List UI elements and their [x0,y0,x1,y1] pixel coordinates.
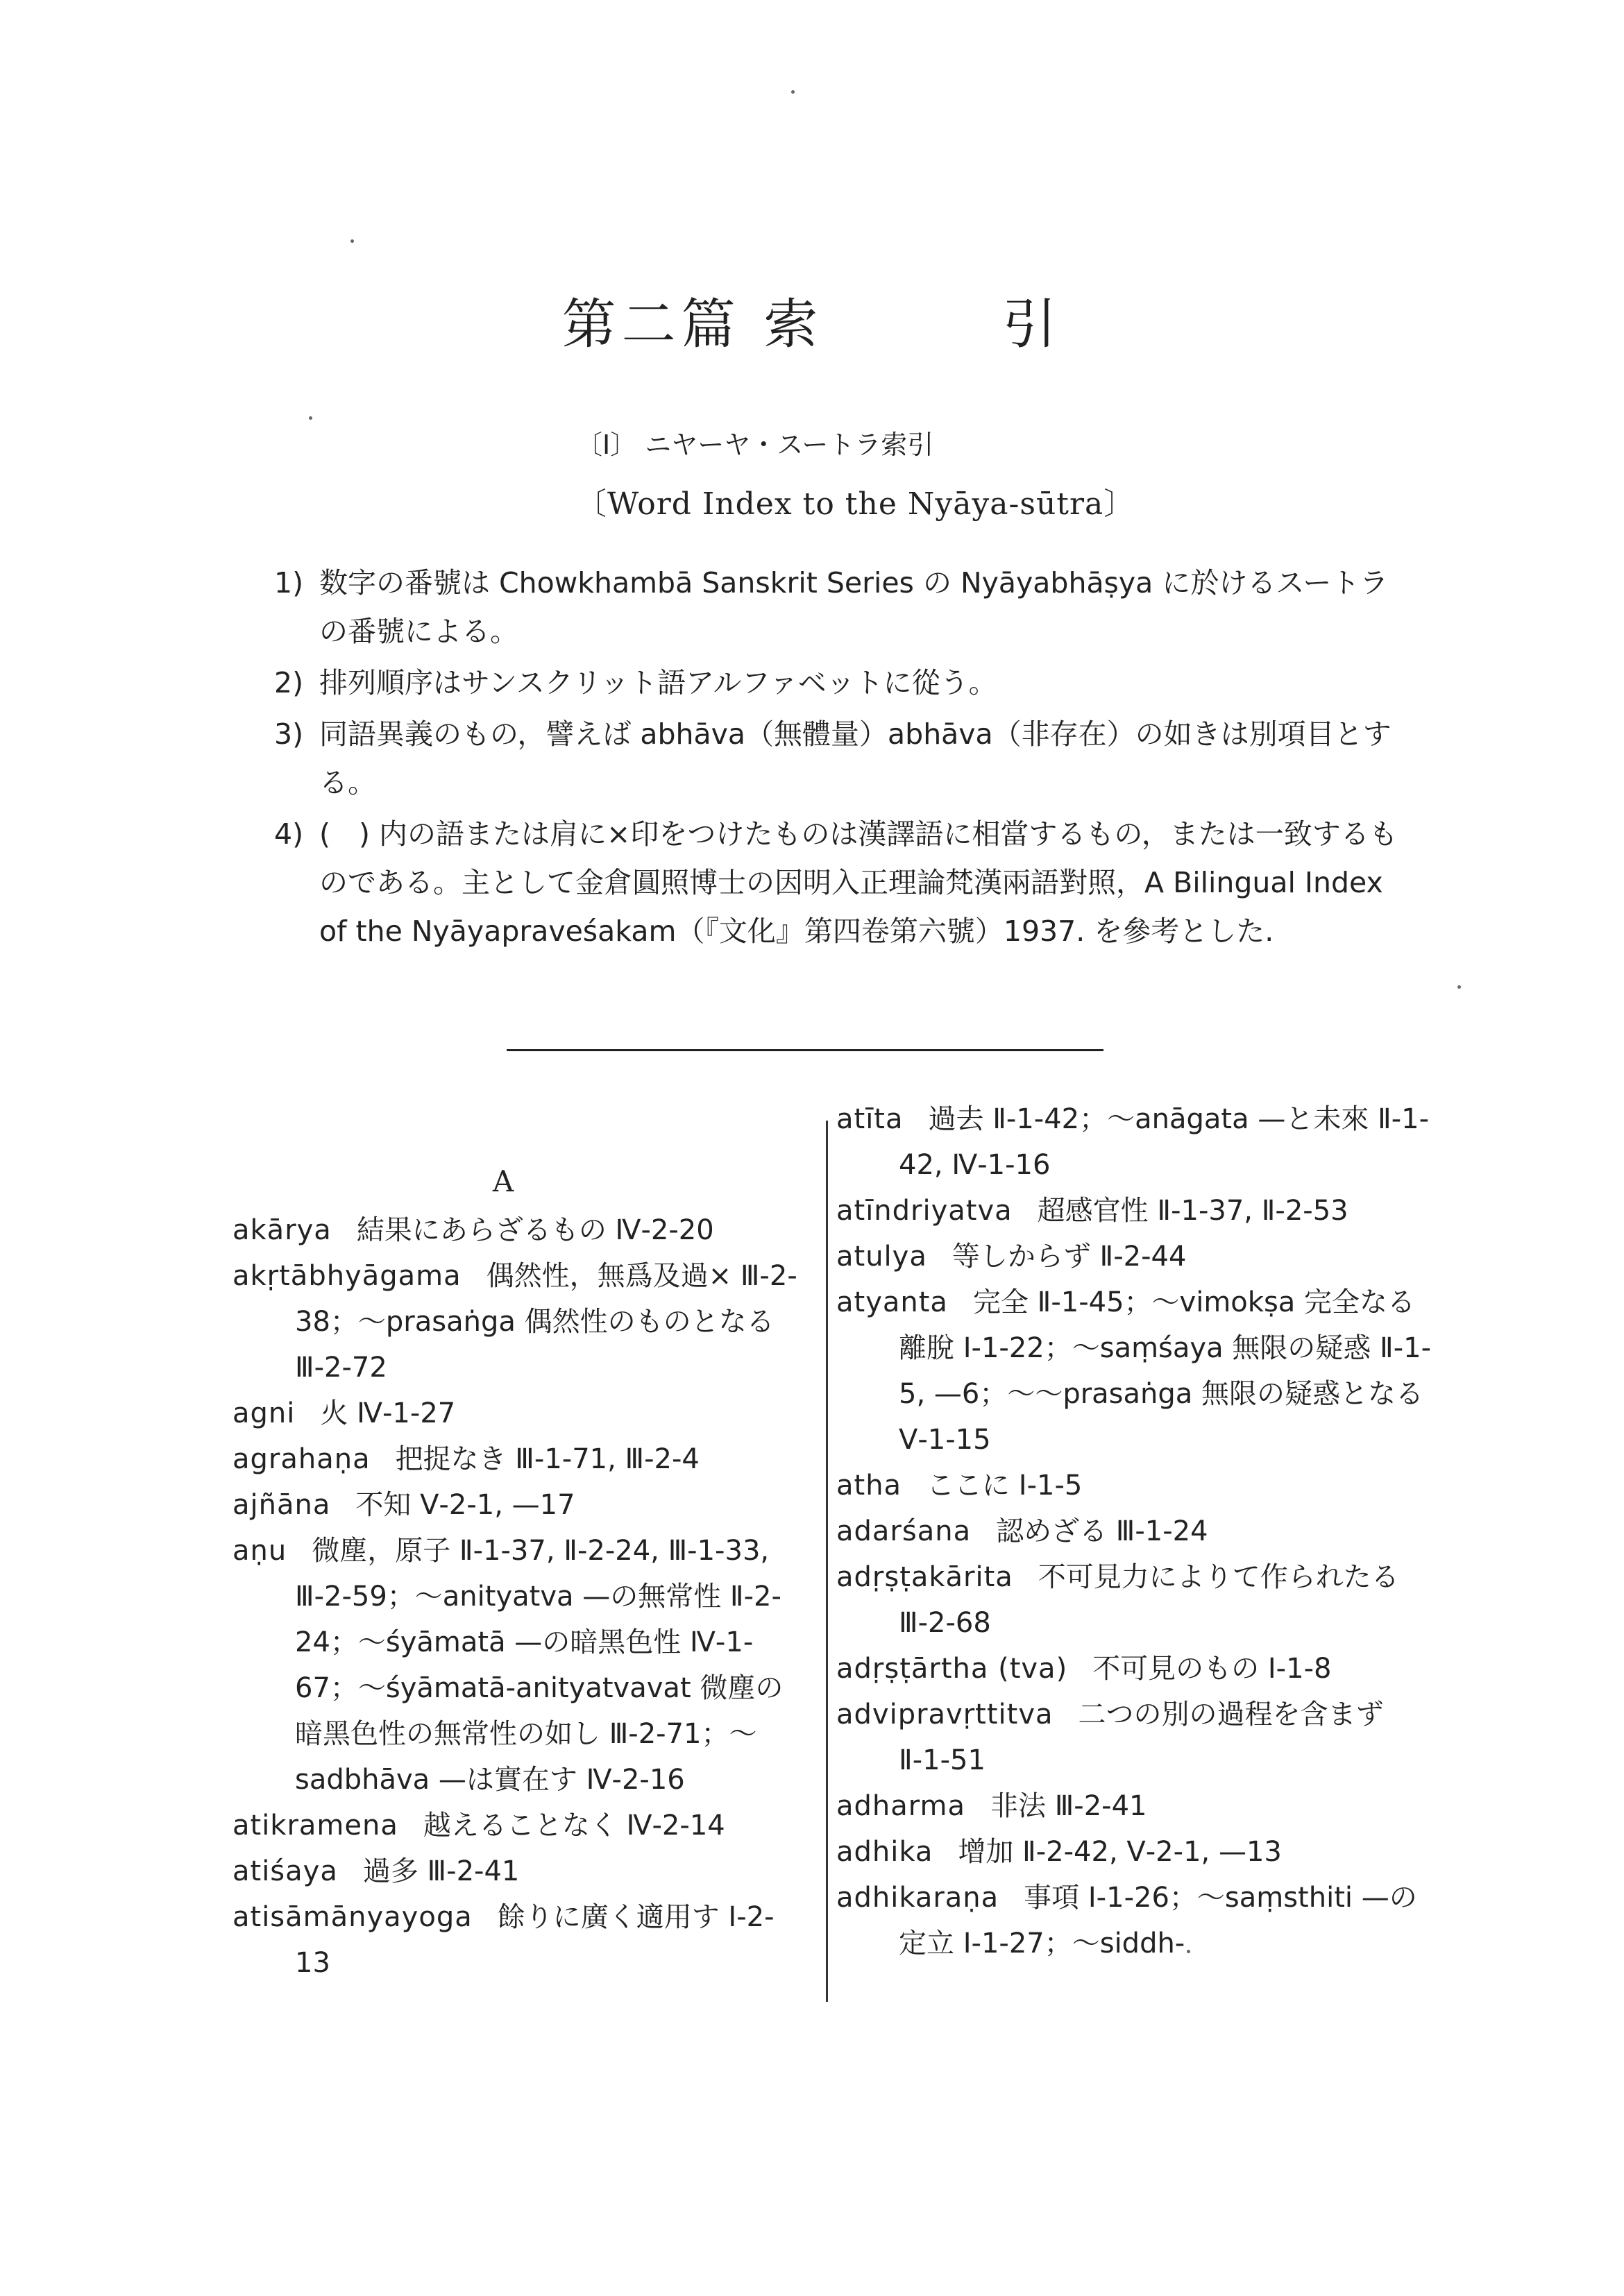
index-entry [232,1528,802,1803]
index-entry [836,1646,1433,1692]
index-entry [232,1436,802,1482]
entry-term: akṛtābhyāgama [232,1260,462,1292]
entry-gloss: 超感官性 Ⅱ-1-37, Ⅱ-2-53 [1037,1195,1348,1227]
index-entry [836,1463,1433,1508]
entry-gloss: 把捉なき Ⅲ-1-71, Ⅲ-2-4 [395,1443,700,1475]
entry-term: adṛṣṭakārita [836,1561,1013,1593]
index-entry [836,1508,1433,1554]
index-entry [836,1188,1433,1234]
entry-gloss: 二つの別の過程を含まず Ⅱ-1-51 [899,1699,1384,1776]
index-entry [836,1234,1433,1279]
index-left-column [232,1159,802,1986]
page-title: 第二篇 索 引 [561,294,1063,356]
entry-term: agni [232,1397,296,1429]
entry-gloss: 過去 Ⅱ-1-42；～anāgata —と未來 Ⅱ-1-42, Ⅳ-1-16 [899,1103,1430,1181]
entry-term: adharma [836,1790,965,1822]
note-number: 1) [274,566,304,599]
note-item [274,810,1398,955]
index-entry [836,1279,1433,1463]
entry-term: atha [836,1470,902,1502]
entry-term: atiśaya [232,1855,338,1887]
entry-term: atisāmānyayoga [232,1901,473,1933]
index-entry [836,1096,1433,1188]
note-text: 排列順序はサンスクリット語アルファベットに從う。 [319,666,997,699]
entry-term: aṇu [232,1535,287,1567]
scan-speck [350,239,354,243]
notes-list [274,559,1398,958]
note-item [274,559,1398,656]
entry-gloss: 不可見力によりて作られたる Ⅲ-2-68 [899,1561,1399,1639]
entry-term: adṛṣṭārtha (tva) [836,1653,1068,1685]
entry-term: advipravṛttitva [836,1699,1054,1730]
entry-gloss: 增加 Ⅱ-2-42, Ⅴ-2-1, —13 [958,1836,1282,1868]
note-number: 3) [274,717,304,751]
entry-gloss: 過多 Ⅲ-2-41 [362,1855,520,1887]
index-entry [232,1253,802,1391]
entry-gloss: ここに Ⅰ-1-5 [927,1470,1083,1502]
entry-term: adarśana [836,1515,972,1547]
note-number: 4) [274,817,304,851]
index-entry [232,1391,802,1436]
entry-gloss: 微塵，原子 Ⅱ-1-37, Ⅱ-2-24, Ⅲ-1-33, Ⅲ-2-59；～anityatva —の無常性 Ⅱ-2-24；～śyāmatā —の暗黑色性 Ⅳ-1-67；～śyāmatā-anityatvavat 微塵の暗黑色性の無常性の如し Ⅲ-2-71；～sadbhāva —は實在す Ⅳ-2-16 [295,1535,784,1796]
entry-gloss: 火 Ⅳ-1-27 [320,1397,456,1429]
entry-term: atulya [836,1241,927,1273]
entry-term: agrahaṇa [232,1443,371,1475]
entry-gloss: 越えることなく Ⅳ-2-14 [423,1810,725,1842]
index-entry [232,1894,802,1986]
entry-term: adhikaraṇa [836,1882,999,1914]
entry-gloss: 結果にあらざるもの Ⅳ-2-20 [356,1214,714,1246]
index-entry [232,1848,802,1894]
entry-gloss: 非法 Ⅲ-2-41 [990,1790,1147,1822]
entry-gloss: 餘りに廣く適用す Ⅰ-2-13 [295,1901,775,1979]
entry-term: adhika [836,1836,933,1868]
entry-term: ajñāna [232,1489,331,1521]
entry-gloss: 等しからず Ⅱ-2-44 [951,1241,1187,1273]
entry-gloss: 不知 Ⅴ-2-1, —17 [355,1489,575,1521]
index-entry [836,1829,1433,1875]
entry-term: atyanta [836,1286,948,1318]
entry-term: atikramena [232,1810,398,1842]
note-text: 同語異義のもの，譬えば abhāva（無體量）abhāva（非存在）の如きは別項目とする。 [319,717,1392,799]
entry-term: atīndriyatva [836,1195,1013,1227]
index-entry [836,1692,1433,1783]
index-entry [232,1803,802,1848]
entry-gloss: 認めざる Ⅲ-1-24 [996,1515,1208,1547]
entry-gloss: 事項 Ⅰ-1-26；～saṃsthiti —の定立 Ⅰ-1-27；～siddh- [899,1882,1417,1959]
index-entry [836,1783,1433,1829]
entry-gloss: 完全 Ⅱ-1-45；～vimokṣa 完全なる離脫 Ⅰ-1-22；～saṃśaya 無限の疑惑 Ⅱ-1-5, —6；～～prasaṅga 無限の疑惑となる Ⅴ-1-15 [899,1286,1432,1456]
index-entry [836,1875,1433,1966]
entry-term: akārya [232,1214,332,1246]
scan-speck [791,90,795,94]
letter-heading: A [492,1164,514,1198]
note-item [274,710,1398,807]
note-text: 数字の番號は Chowkhambā Sanskrit Series の Nyāyabhāṣya に於けるスートラの番號による。 [319,566,1389,648]
scan-speck [309,416,312,420]
note-text: ( ) 内の語または肩に×印をつけたものは漢譯語に相當するもの，または一致するものである。主として金倉圓照博士の因明入正理論梵漢兩語對照，A Bilingual Index of the Nyāyapraveśakam（『文化』第四卷第六號）1937. を參考とした. [319,817,1398,948]
scan-speck [1187,1950,1190,1953]
index-entry [232,1207,802,1253]
index-entry [232,1482,802,1528]
note-item [274,658,1398,707]
section-heading-english: 〔Word Index to the Nyāya-sūtra〕 [576,486,1135,522]
entry-gloss: 不可見のもの Ⅰ-1-8 [1092,1653,1332,1685]
entry-term: atīta [836,1103,904,1135]
index-entry [836,1554,1433,1646]
column-divider [826,1121,828,2002]
section-heading-japanese: 〔I〕 ニヤーヤ・スートラ索引 [576,430,934,460]
index-right-column [836,1096,1433,1966]
scan-speck [1457,985,1461,989]
horizontal-divider [507,1049,1103,1051]
note-number: 2) [274,666,304,699]
entry-gloss: 偶然性，無爲及過× Ⅲ-2-38；～prasaṅga 偶然性のものとなる Ⅲ-2-72 [295,1260,797,1384]
